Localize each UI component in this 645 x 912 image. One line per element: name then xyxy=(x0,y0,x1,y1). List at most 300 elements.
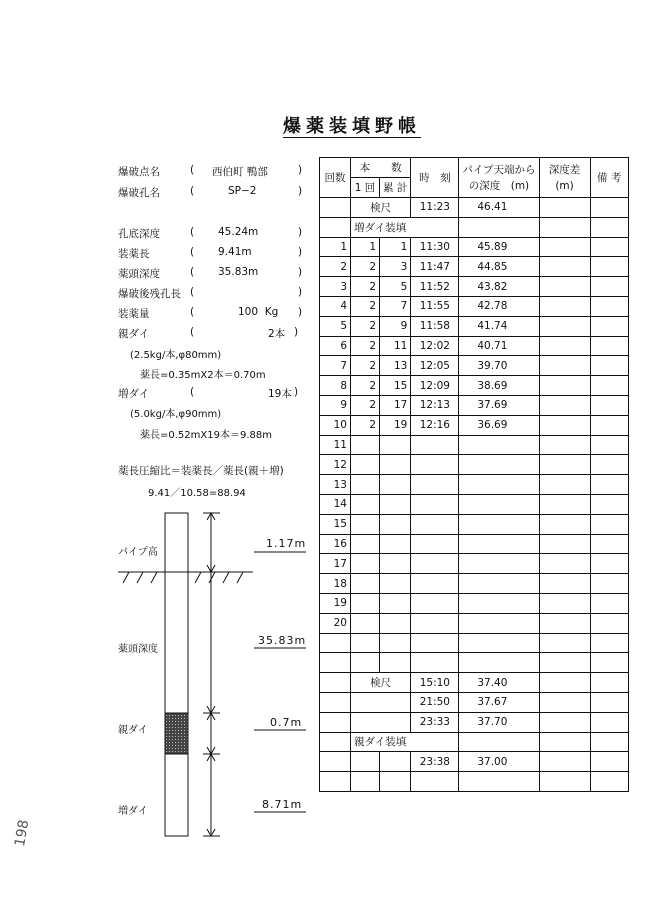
col-pipe-depth xyxy=(459,158,539,198)
once-cell: 2 xyxy=(351,257,380,277)
info-open-paren: ( xyxy=(190,185,195,197)
empty-cell xyxy=(539,277,590,297)
empty-cell xyxy=(539,554,590,574)
once-cell xyxy=(351,554,380,574)
table-row xyxy=(320,574,629,594)
cumulative-cell xyxy=(380,574,411,594)
row-number: 19 xyxy=(320,593,351,613)
info-value: 100 Kg xyxy=(238,306,279,318)
info-label: 装薬量 xyxy=(118,308,150,320)
empty-cell xyxy=(590,554,628,574)
empty-cell xyxy=(590,455,628,475)
time-cell: 11:47 xyxy=(411,257,459,277)
empty-cell xyxy=(459,217,539,237)
zodai-label: 増ダイ装填 xyxy=(351,217,459,237)
empty-cell xyxy=(590,692,628,712)
table-row xyxy=(320,376,629,396)
row-number: 15 xyxy=(320,514,351,534)
empty-cell xyxy=(590,356,628,376)
cumulative-cell: 19 xyxy=(380,415,411,435)
info-close-paren: ) xyxy=(298,246,303,258)
empty-cell xyxy=(320,692,351,712)
table-row xyxy=(320,395,629,415)
zo-length: 薬長=0.52mX19本＝9.88m xyxy=(140,430,272,441)
time-cell xyxy=(411,554,459,574)
empty-cell xyxy=(539,415,590,435)
empty-cell xyxy=(590,633,628,653)
cumulative-cell xyxy=(380,455,411,475)
depth-cell: 37.70 xyxy=(459,712,539,732)
time-cell: 12:05 xyxy=(411,356,459,376)
loading-log-table xyxy=(319,157,629,792)
oyadai-label-row xyxy=(320,732,629,752)
empty-cell xyxy=(411,633,459,653)
header-row xyxy=(320,158,629,178)
row-number: 11 xyxy=(320,435,351,455)
zo-dai-label: 増ダイ xyxy=(118,806,148,817)
once-cell xyxy=(351,455,380,475)
depth-cell: 37.67 xyxy=(459,692,539,712)
col-biko: 備 考 xyxy=(590,158,628,198)
check-row xyxy=(320,692,629,712)
table-row xyxy=(320,593,629,613)
empty-cell xyxy=(459,732,539,752)
oya-spec: (2.5kg/本,φ80mm) xyxy=(130,350,222,361)
empty-cell xyxy=(590,296,628,316)
blank-row xyxy=(320,772,629,792)
empty-cell xyxy=(539,653,590,673)
pipe-height-label: パイプ高 xyxy=(118,547,158,558)
time-cell: 21:50 xyxy=(411,692,459,712)
empty-cell xyxy=(351,752,380,772)
info-close-paren: ) xyxy=(298,164,303,176)
once-cell xyxy=(351,494,380,514)
once-cell: 2 xyxy=(351,316,380,336)
row-number: 1 xyxy=(320,237,351,257)
empty-cell xyxy=(539,494,590,514)
empty-cell xyxy=(539,198,590,218)
depth-cell: 41.74 xyxy=(459,316,539,336)
oya-dai-label: 親ダイ xyxy=(118,725,148,736)
time-cell xyxy=(411,534,459,554)
table-row xyxy=(320,356,629,376)
empty-cell xyxy=(320,712,351,732)
ground-hatch xyxy=(123,572,243,583)
row-number: 5 xyxy=(320,316,351,336)
cumulative-cell xyxy=(380,494,411,514)
row-number: 13 xyxy=(320,475,351,495)
zodai-label-row xyxy=(320,217,629,237)
empty-cell xyxy=(590,653,628,673)
empty-cell xyxy=(380,752,411,772)
empty-cell xyxy=(320,673,351,693)
empty-cell xyxy=(539,692,590,712)
col-depth-diff-line1: 深度差 xyxy=(548,163,581,176)
once-cell: 2 xyxy=(351,395,380,415)
empty-cell xyxy=(459,772,539,792)
time-cell: 11:52 xyxy=(411,277,459,297)
empty-cell xyxy=(351,653,380,673)
oya-dai-value: 0.7m xyxy=(270,716,303,729)
col-kaisu: 回数 xyxy=(320,158,351,198)
blank-row xyxy=(320,653,629,673)
info-close-paren: ) xyxy=(294,386,299,398)
once-cell: 2 xyxy=(351,356,380,376)
check-row xyxy=(320,198,629,218)
empty-cell xyxy=(380,653,411,673)
empty-cell xyxy=(590,574,628,594)
row-number: 14 xyxy=(320,494,351,514)
pipe-outline xyxy=(165,513,188,836)
depth-cell xyxy=(459,435,539,455)
info-close-paren: ) xyxy=(298,226,303,238)
depth-cell: 38.69 xyxy=(459,376,539,396)
cumulative-cell xyxy=(380,613,411,633)
empty-cell xyxy=(320,198,351,218)
empty-cell xyxy=(320,653,351,673)
depth-cell xyxy=(459,494,539,514)
info-label: 薬頭深度 xyxy=(118,268,160,280)
empty-cell xyxy=(539,574,590,594)
cumulative-cell xyxy=(380,593,411,613)
empty-cell xyxy=(411,772,459,792)
cumulative-cell xyxy=(380,475,411,495)
table-row xyxy=(320,534,629,554)
empty-cell xyxy=(539,435,590,455)
table-row xyxy=(320,316,629,336)
info-label: 爆破後残孔長 xyxy=(118,288,181,300)
empty-cell xyxy=(590,336,628,356)
cumulative-cell xyxy=(380,554,411,574)
col-ruikei: 累 計 xyxy=(380,178,411,198)
oya-length: 薬長=0.35mX2本＝0.70m xyxy=(140,370,266,381)
empty-cell xyxy=(590,732,628,752)
depth-cell: 37.40 xyxy=(459,673,539,693)
time-cell: 12:13 xyxy=(411,395,459,415)
info-open-paren: ( xyxy=(190,246,195,258)
info-label: 増ダイ xyxy=(118,388,150,400)
cumulative-cell: 1 xyxy=(380,237,411,257)
once-cell: 2 xyxy=(351,336,380,356)
empty-cell xyxy=(459,633,539,653)
empty-cell xyxy=(539,316,590,336)
empty-cell xyxy=(539,217,590,237)
empty-cell xyxy=(590,593,628,613)
row-number: 4 xyxy=(320,296,351,316)
info-open-paren: ( xyxy=(190,164,195,176)
info-value: 35.83m xyxy=(218,266,259,278)
page-title: 爆薬装填野帳 xyxy=(283,116,421,137)
check-row xyxy=(320,712,629,732)
cumulative-cell: 7 xyxy=(380,296,411,316)
depth-cell: 43.82 xyxy=(459,277,539,297)
empty-cell xyxy=(590,772,628,792)
empty-cell xyxy=(539,395,590,415)
table-row xyxy=(320,296,629,316)
row-number: 7 xyxy=(320,356,351,376)
col-ikkai: 1 回 xyxy=(351,178,380,198)
empty-cell xyxy=(590,534,628,554)
table-row xyxy=(320,277,629,297)
info-open-paren: ( xyxy=(190,286,195,298)
empty-cell xyxy=(459,653,539,673)
info-close-paren: ) xyxy=(298,286,303,298)
empty-cell xyxy=(590,752,628,772)
empty-cell xyxy=(539,257,590,277)
oyadai-label: 親ダイ装填 xyxy=(351,732,459,752)
depth-cell xyxy=(459,455,539,475)
time-cell: 12:16 xyxy=(411,415,459,435)
info-close-paren: ) xyxy=(294,326,299,338)
depth-cell: 46.41 xyxy=(459,198,539,218)
empty-cell xyxy=(539,534,590,554)
once-cell xyxy=(351,534,380,554)
cumulative-cell: 5 xyxy=(380,277,411,297)
empty-cell xyxy=(539,514,590,534)
time-cell xyxy=(411,613,459,633)
once-cell xyxy=(351,475,380,495)
info-label: 親ダイ xyxy=(118,328,150,340)
empty-cell xyxy=(351,712,411,732)
once-cell: 1 xyxy=(351,237,380,257)
empty-cell xyxy=(320,772,351,792)
empty-cell xyxy=(539,593,590,613)
info-open-paren: ( xyxy=(190,386,195,398)
empty-cell xyxy=(590,316,628,336)
depth-cell: 37.00 xyxy=(459,752,539,772)
empty-cell xyxy=(351,633,380,653)
info-close-paren: ) xyxy=(298,185,303,197)
check-row xyxy=(320,673,629,693)
empty-cell xyxy=(539,455,590,475)
info-close-paren: ) xyxy=(298,266,303,278)
info-value: 19本 xyxy=(268,388,292,400)
row-number: 16 xyxy=(320,534,351,554)
col-honsu: 本 数 xyxy=(351,158,411,178)
empty-cell xyxy=(590,435,628,455)
top-depth-label: 薬頭深度 xyxy=(118,644,158,655)
table-row xyxy=(320,455,629,475)
cumulative-cell xyxy=(380,435,411,455)
info-value: 西伯町 鴨部 xyxy=(212,166,268,178)
time-cell xyxy=(411,574,459,594)
zo-dai-value: 8.71m xyxy=(262,798,303,811)
empty-cell xyxy=(590,237,628,257)
empty-cell xyxy=(590,475,628,495)
time-cell: 15:10 xyxy=(411,673,459,693)
margin-number: 198 xyxy=(12,818,33,848)
col-depth-diff xyxy=(539,158,590,198)
row-number: 9 xyxy=(320,395,351,415)
empty-cell xyxy=(590,415,628,435)
table-row xyxy=(320,613,629,633)
once-cell: 2 xyxy=(351,415,380,435)
empty-cell xyxy=(380,633,411,653)
depth-cell: 45.89 xyxy=(459,237,539,257)
once-cell: 2 xyxy=(351,376,380,396)
empty-cell xyxy=(590,494,628,514)
time-cell: 23:38 xyxy=(411,752,459,772)
info-value: 45.24m xyxy=(218,226,259,238)
time-cell xyxy=(411,475,459,495)
table-row xyxy=(320,475,629,495)
empty-cell xyxy=(539,475,590,495)
row-number: 20 xyxy=(320,613,351,633)
oya-dai-block xyxy=(165,713,188,754)
time-cell: 11:30 xyxy=(411,237,459,257)
empty-cell xyxy=(590,376,628,396)
depth-cell: 44.85 xyxy=(459,257,539,277)
time-cell: 23:33 xyxy=(411,712,459,732)
row-number: 8 xyxy=(320,376,351,396)
empty-cell xyxy=(351,772,380,792)
time-cell xyxy=(411,593,459,613)
empty-cell xyxy=(590,673,628,693)
time-cell xyxy=(411,494,459,514)
time-cell xyxy=(411,435,459,455)
zo-spec: (5.0kg/本,φ90mm) xyxy=(130,409,222,420)
once-cell: 2 xyxy=(351,296,380,316)
time-cell xyxy=(411,455,459,475)
empty-cell xyxy=(590,514,628,534)
info-open-paren: ( xyxy=(190,306,195,318)
row-number: 10 xyxy=(320,415,351,435)
table-row xyxy=(320,257,629,277)
info-value: SP−2 xyxy=(228,185,257,197)
depth-cell xyxy=(459,554,539,574)
row-number: 17 xyxy=(320,554,351,574)
row-number: 6 xyxy=(320,336,351,356)
empty-cell xyxy=(411,653,459,673)
table-row xyxy=(320,514,629,534)
time-cell: 12:02 xyxy=(411,336,459,356)
top-depth-value: 35.83m xyxy=(258,634,307,647)
once-cell xyxy=(351,435,380,455)
time-cell: 12:09 xyxy=(411,376,459,396)
check-label: 検尺 xyxy=(351,198,411,218)
col-jikoku: 時 刻 xyxy=(411,158,459,198)
empty-cell xyxy=(590,712,628,732)
depth-cell xyxy=(459,514,539,534)
depth-cell: 42.78 xyxy=(459,296,539,316)
pipe-height-value: 1.17m xyxy=(266,537,307,550)
time-cell: 11:58 xyxy=(411,316,459,336)
blank-row xyxy=(320,633,629,653)
info-value: 2本 xyxy=(268,328,286,340)
info-label: 装薬長 xyxy=(118,248,150,260)
info-open-paren: ( xyxy=(190,226,195,238)
info-label: 爆破孔名 xyxy=(118,187,160,199)
depth-cell xyxy=(459,475,539,495)
empty-cell xyxy=(539,613,590,633)
depth-cell xyxy=(459,613,539,633)
depth-cell: 40.71 xyxy=(459,336,539,356)
depth-cell xyxy=(459,534,539,554)
cumulative-cell: 9 xyxy=(380,316,411,336)
empty-cell xyxy=(539,772,590,792)
empty-cell xyxy=(320,752,351,772)
empty-cell xyxy=(320,217,351,237)
depth-cell: 39.70 xyxy=(459,356,539,376)
empty-cell xyxy=(539,336,590,356)
ratio-title: 薬長圧縮比＝装薬長／薬長(親＋増) xyxy=(118,465,284,477)
once-cell xyxy=(351,613,380,633)
empty-cell xyxy=(590,198,628,218)
empty-cell xyxy=(539,356,590,376)
cumulative-cell: 3 xyxy=(380,257,411,277)
table-row xyxy=(320,415,629,435)
oyadai-entry-row xyxy=(320,752,629,772)
once-cell xyxy=(351,574,380,594)
check-label: 検尺 xyxy=(351,673,411,693)
info-value: 9.41m xyxy=(218,246,252,258)
empty-cell xyxy=(380,772,411,792)
empty-cell xyxy=(590,395,628,415)
empty-cell xyxy=(320,732,351,752)
empty-cell xyxy=(590,613,628,633)
table-row xyxy=(320,237,629,257)
empty-cell xyxy=(590,277,628,297)
once-cell xyxy=(351,593,380,613)
row-number: 2 xyxy=(320,257,351,277)
depth-cell xyxy=(459,574,539,594)
once-cell xyxy=(351,514,380,534)
empty-cell xyxy=(539,673,590,693)
empty-cell xyxy=(539,296,590,316)
info-label: 爆破点名 xyxy=(118,166,160,178)
empty-cell xyxy=(539,752,590,772)
row-number: 18 xyxy=(320,574,351,594)
depth-cell: 37.69 xyxy=(459,395,539,415)
empty-cell xyxy=(539,376,590,396)
time-cell: 11:55 xyxy=(411,296,459,316)
table-row xyxy=(320,435,629,455)
cumulative-cell: 17 xyxy=(380,395,411,415)
cumulative-cell: 11 xyxy=(380,336,411,356)
cumulative-cell: 13 xyxy=(380,356,411,376)
table-row xyxy=(320,336,629,356)
table-row xyxy=(320,554,629,574)
cumulative-cell xyxy=(380,534,411,554)
time-cell xyxy=(411,514,459,534)
once-cell: 2 xyxy=(351,277,380,297)
empty-cell xyxy=(320,633,351,653)
empty-cell xyxy=(539,633,590,653)
info-open-paren: ( xyxy=(190,326,195,338)
empty-cell xyxy=(539,237,590,257)
row-number: 3 xyxy=(320,277,351,297)
info-open-paren: ( xyxy=(190,266,195,278)
row-number: 12 xyxy=(320,455,351,475)
empty-cell xyxy=(351,692,411,712)
empty-cell xyxy=(539,712,590,732)
depth-cell: 36.69 xyxy=(459,415,539,435)
info-label: 孔底深度 xyxy=(118,228,160,240)
empty-cell xyxy=(590,217,628,237)
col-pipe-depth-line2: の深度 (m) xyxy=(468,179,530,192)
empty-cell xyxy=(590,257,628,277)
empty-cell xyxy=(539,732,590,752)
ratio-value: 9.41／10.58=88.94 xyxy=(148,488,246,499)
cumulative-cell xyxy=(380,514,411,534)
info-close-paren: ) xyxy=(298,306,303,318)
cumulative-cell: 15 xyxy=(380,376,411,396)
col-pipe-depth-line1: パイプ天端から xyxy=(462,163,536,176)
time-cell: 11:23 xyxy=(411,198,459,218)
value-underlines xyxy=(254,552,306,812)
depth-cell xyxy=(459,593,539,613)
table-row xyxy=(320,494,629,514)
